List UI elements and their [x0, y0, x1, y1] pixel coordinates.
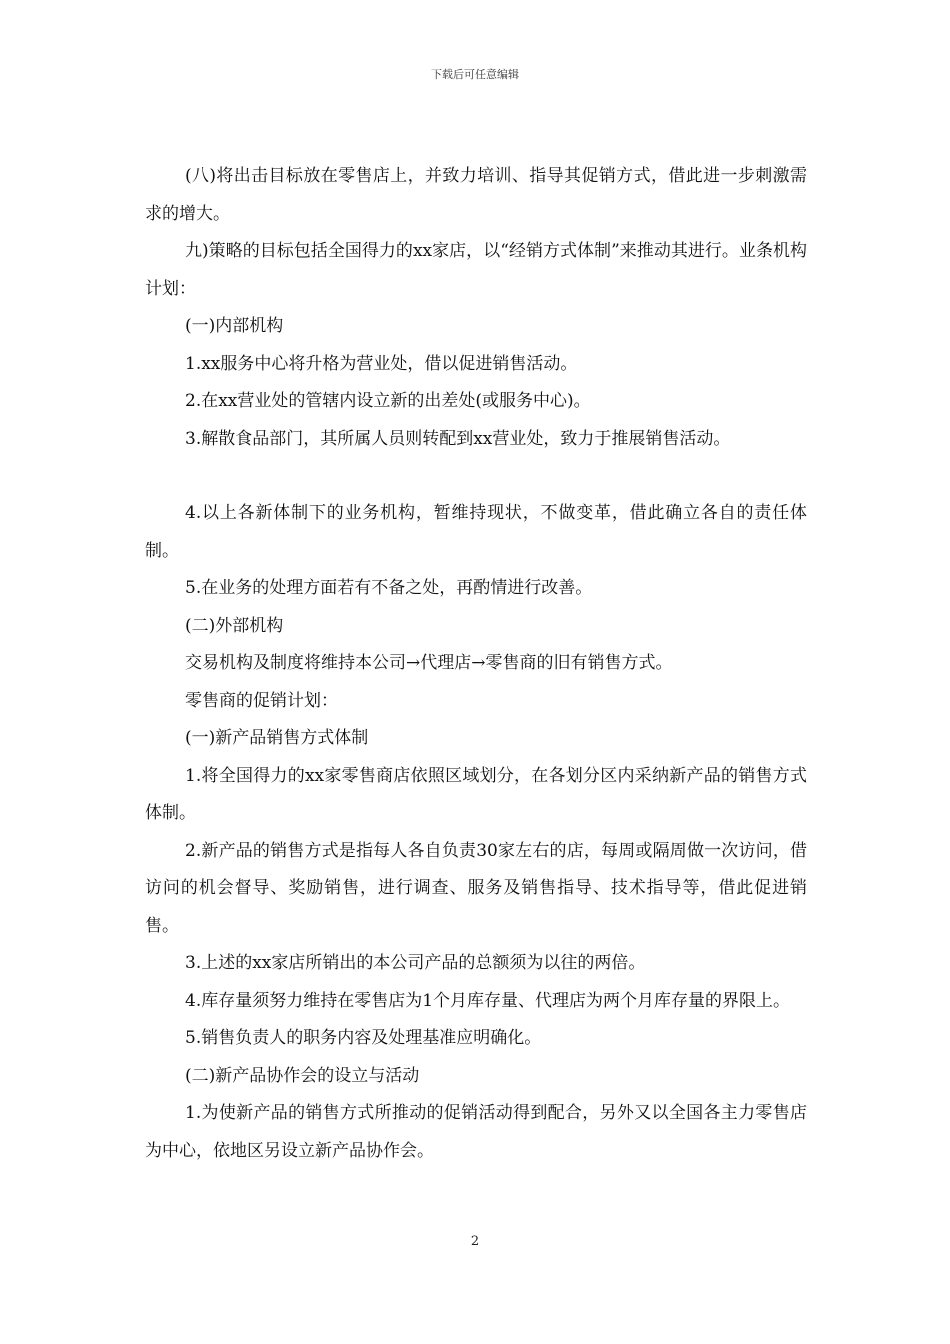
paragraph-10: 交易机构及制度将维持本公司→代理店→零售商的旧有销售方式。: [185, 653, 673, 673]
paragraph-11: 零售商的促销计划：: [185, 690, 338, 711]
paragraph-13: 1.将全国得力的xx家零售商店依照区域划分，在各划分区内采纳新产品的销售方式体制。: [145, 765, 807, 823]
paragraph-1: (八)将出击目标放在零售店上，并致力培训、指导其促销方式，借此进一步刺激需求的增大。: [145, 166, 807, 224]
paragraph-spacer: [145, 458, 807, 495]
paragraph-15: 3.上述的xx家店所销出的本公司产品的总额须为以往的两倍。: [185, 953, 646, 973]
paragraph-9: (二)外部机构: [185, 615, 284, 636]
paragraph-3: (一)内部机构: [185, 316, 284, 336]
paragraph-14: 2.新产品的销售方式是指每人各自负责30家左右的店，每周或隔周做一次访问，借访问的机会督导、奖励销售，进行调查、服务及销售指导、技术指导等，借此促进销售。: [145, 840, 807, 936]
paragraph-2: 九)策略的目标包括全国得力的xx家店，以“经销方式体制”来推动其进行。业条机构计划：: [145, 241, 807, 299]
paragraph-16: 4.库存量须努力维持在零售店为1个月库存量、代理店为两个月库存量的界限上。: [185, 990, 791, 1011]
paragraph-17: 5.销售负责人的职务内容及处理基准应明确化。: [185, 1028, 542, 1048]
paragraph-7: 4.以上各新体制下的业务机构，暂维持现状，不做变革，借此确立各自的责任体制。: [145, 503, 807, 561]
paragraph-5: 2.在xx营业处的管辖内设立新的出差处(或服务中心)。: [185, 391, 591, 411]
page-number: 2: [470, 1234, 480, 1249]
paragraph-18: (二)新产品协作会的设立与活动: [185, 1065, 420, 1086]
document-body: [145, 158, 807, 1170]
paragraph-4: 1.xx服务中心将升格为营业处，借以促进销售活动。: [185, 353, 578, 374]
paragraph-6: 3.解散食品部门，其所属人员则转配到xx营业处，致力于推展销售活动。: [185, 428, 731, 449]
page-header: 下载后可任意编辑: [431, 68, 519, 81]
paragraph-19: 1.为使新产品的销售方式所推动的促销活动得到配合，另外又以全国各主力零售店为中心，依地区另设立新产品协作会。: [145, 1103, 807, 1161]
paragraph-8: 5.在业务的处理方面若有不备之处，再酌情进行改善。: [185, 578, 593, 598]
paragraph-12: (一)新产品销售方式体制: [185, 728, 369, 748]
